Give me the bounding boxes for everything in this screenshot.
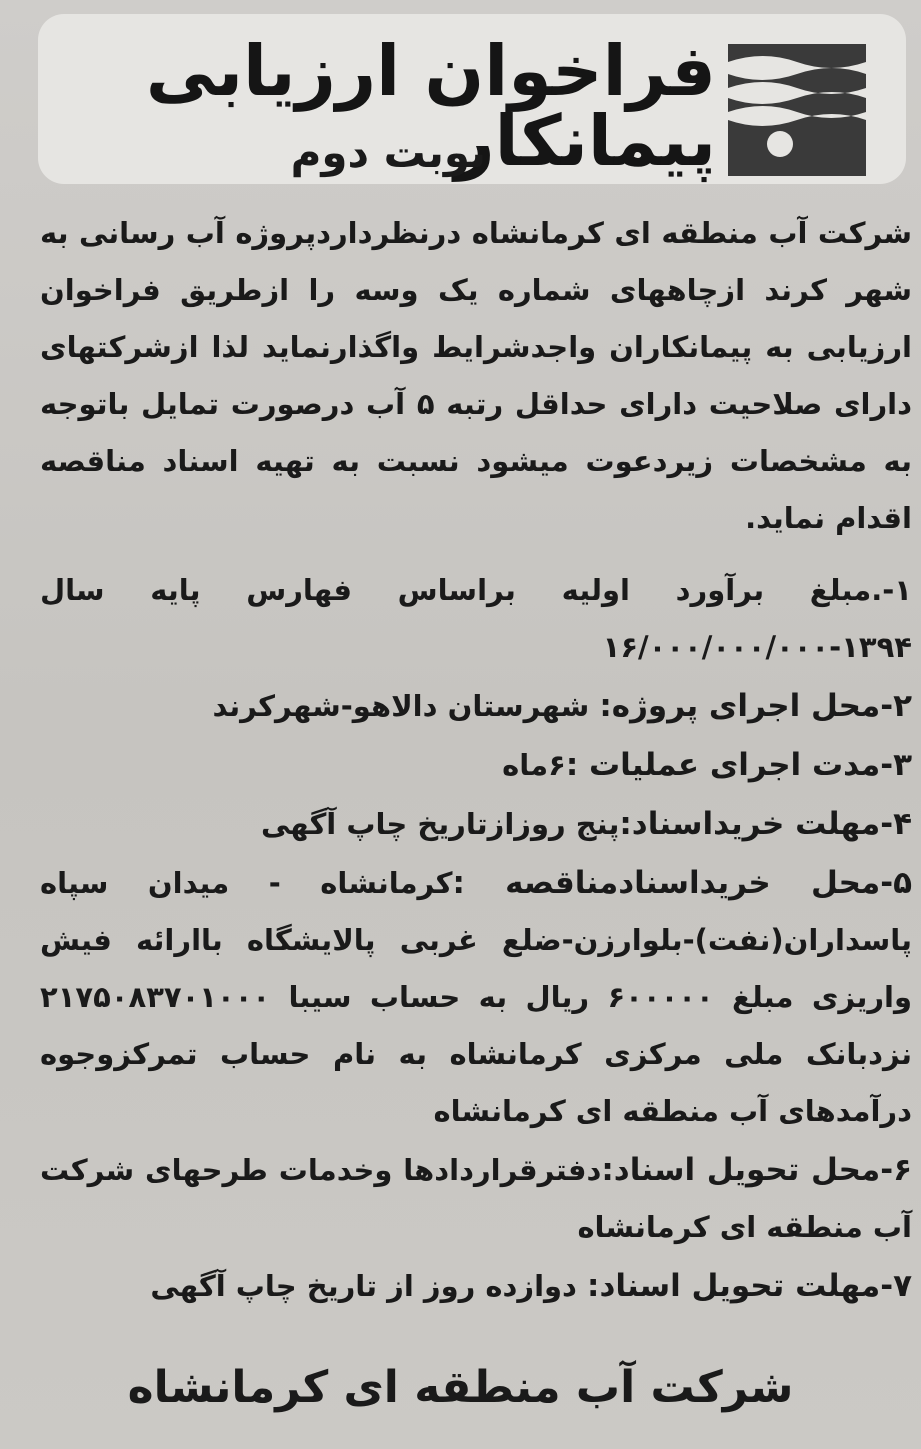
list-item [40, 562, 912, 676]
header-box [38, 14, 906, 184]
item-label: ۴-مهلت خریداسناد: [619, 806, 912, 842]
footer-signature: شرکت آب منطقه ای کرمانشاه [127, 1362, 794, 1413]
list-item [40, 737, 912, 794]
item-text: شهرستان دالاهو-شهرکرند [212, 689, 600, 723]
list-item [40, 1142, 912, 1256]
item-text: دفترقراردادها وخدمات طرحهای شرکت آب منطقه ای کرمانشاه [40, 1153, 912, 1244]
item-label: ۵-محل خریداسنادمناقصه : [452, 865, 912, 901]
intro-paragraph: شرکت آب منطقه ای کرمانشاه درنظرداردپروژه آب رسانی به شهر کرند ازچاههای شماره یک وسه را ازطریق فراخوان ارزیابی به پیمانکاران واجدشرایط واگذارنماید لذا ازشرکتهای دارای صلاحیت دارای حداقل رتبه ۵ آب درصورت تمایل باتوجه به مشخصات زیردعوت میشود نسبت به تهیه اسناد مناقصه اقدام نماید. [40, 216, 913, 535]
item-label: ۳-مدت اجرای عملیات : [565, 747, 912, 783]
water-company-logo-icon [728, 44, 866, 176]
item-label: ۶-محل تحویل اسناد: [601, 1152, 912, 1188]
list-item [40, 678, 912, 735]
item-text: ۱-.مبلغ برآورد اولیه براساس فهارس پایه سال ۱۳۹۴-۱۶/۰۰۰/۰۰۰/۰۰۰ [40, 573, 912, 664]
subtitle: نوبت دوم [290, 128, 486, 177]
list-item [40, 855, 912, 1140]
conditions-list [40, 562, 912, 1317]
item-text: ۶ماه [502, 748, 566, 782]
list-item [40, 796, 912, 853]
item-label: ۲-محل اجرای پروژه: [599, 688, 912, 724]
list-item [40, 1258, 912, 1315]
item-text: پنج روزازتاریخ چاپ آگهی [260, 807, 620, 841]
item-text: کرمانشاه - میدان سپاه پاسداران(نفت)-بلوارزن-ضلع غربی پالایشگاه باارائه فیش واریزی مبلغ ۶۰۰۰۰۰ ریال به حساب سیبا ۲۱۷۵۰۸۳۷۰۱۰۰۰ نزدبانک ملی مرکزی کرمانشاه به نام حساب تمرکزوجوه درآمدهای آب منطقه ای کرمانشاه [40, 866, 912, 1128]
item-label: ۷-مهلت تحویل اسناد: [587, 1268, 912, 1304]
item-text: دوازده روز از تاریخ چاپ آگهی [150, 1269, 588, 1303]
page-title: فراخوان ارزیابی پیمانکار [145, 30, 716, 182]
